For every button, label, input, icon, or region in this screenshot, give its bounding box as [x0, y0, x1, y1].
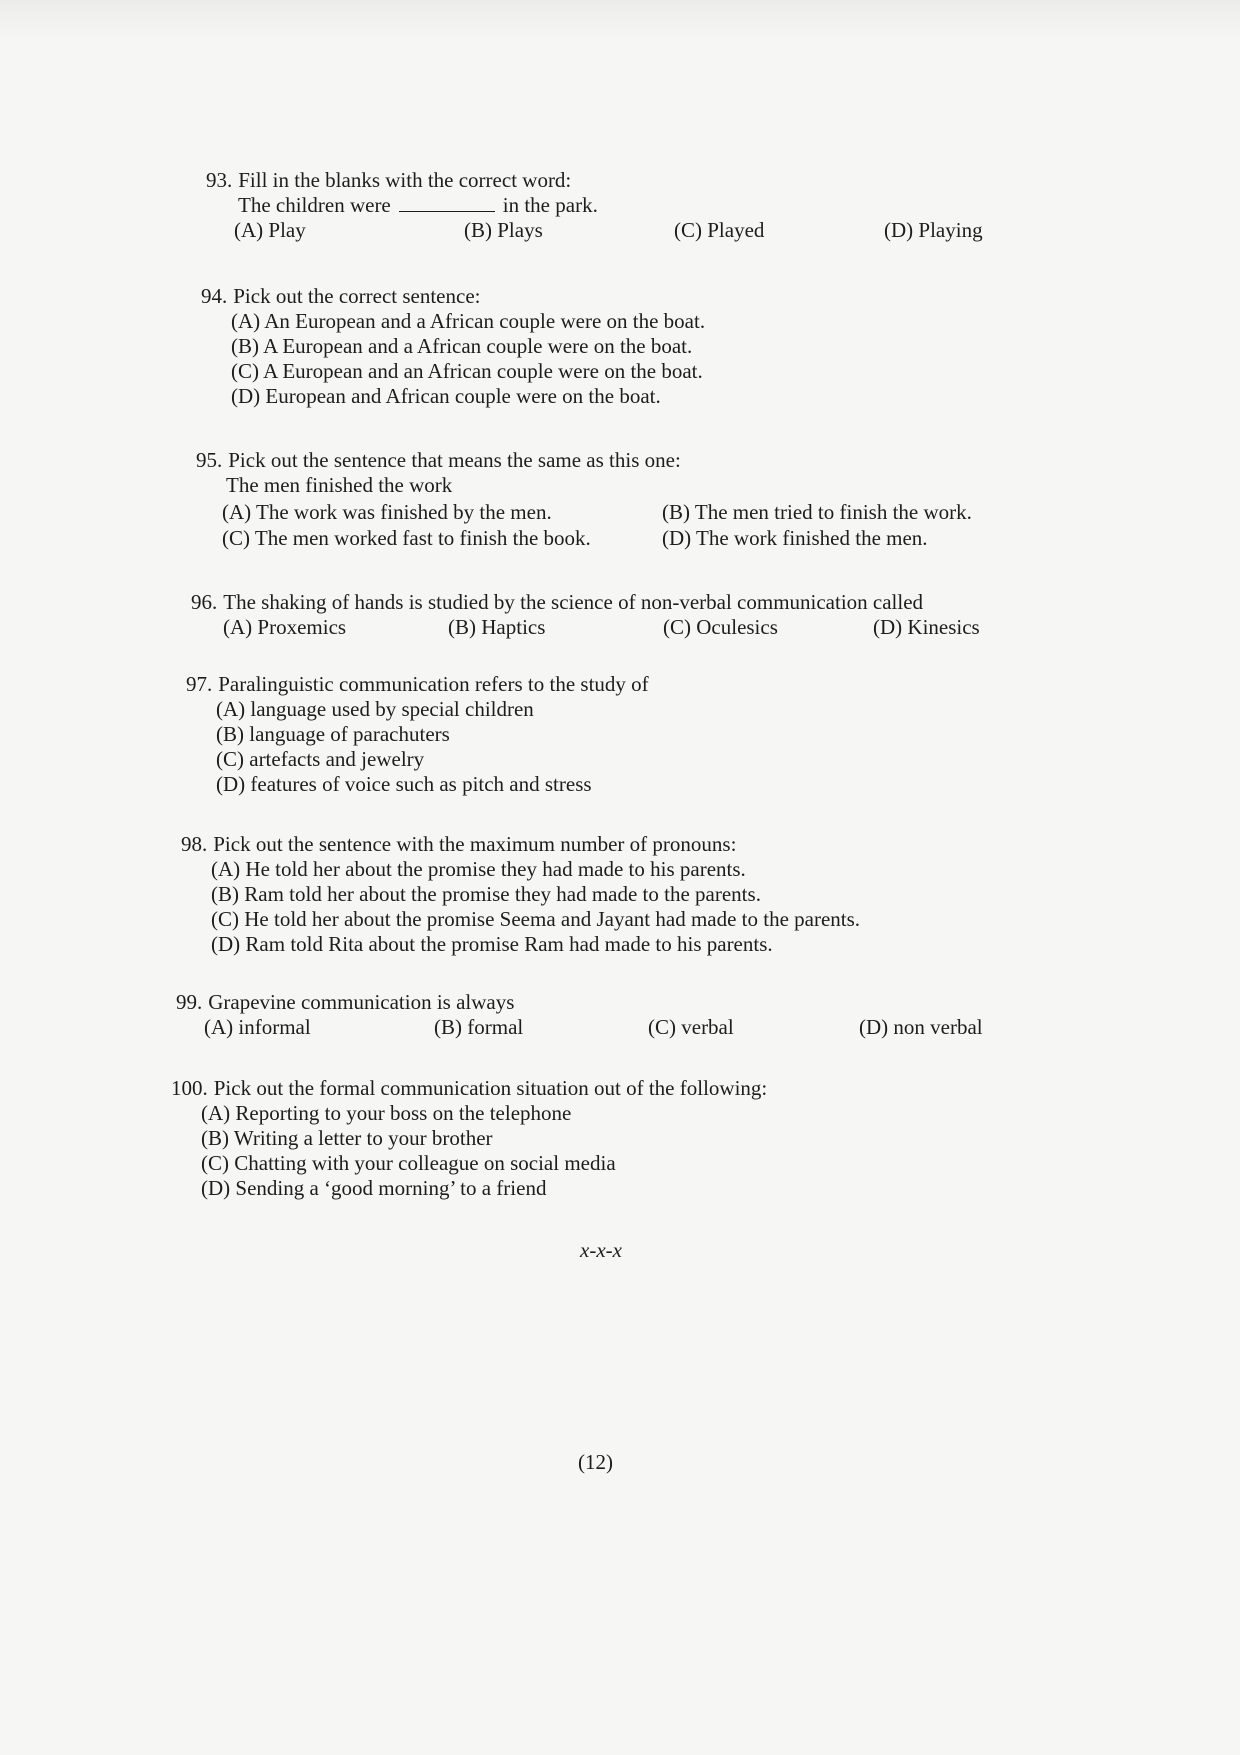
option-a: (A) He told her about the promise they had made to his parents.	[211, 857, 746, 881]
sentence-before-blank: The children were	[238, 193, 391, 217]
end-of-questions-mark: x-x-x	[580, 1238, 622, 1262]
question-text: Pick out the correct sentence:	[233, 284, 481, 308]
option-b: (B) A European and a African couple were on the boat.	[231, 334, 693, 358]
option-c: (C) artefacts and jewelry	[216, 747, 425, 771]
question-97-options	[186, 697, 1046, 797]
question-100-options	[171, 1101, 1071, 1201]
question-text: Fill in the blanks with the correct word:	[238, 168, 572, 192]
question-98	[181, 832, 1081, 957]
option-a: (A) Proxemics	[223, 615, 347, 639]
question-99-stem	[176, 990, 1076, 1015]
option-d: (D) European and African couple were on the boat.	[231, 384, 661, 408]
option-d: (D) Playing	[884, 218, 983, 242]
option-c: (C) The men worked fast to finish the book.	[222, 526, 591, 550]
question-96	[191, 590, 1091, 643]
option-a: (A) The work was finished by the men.	[222, 500, 552, 524]
question-text: Grapevine communication is always	[208, 990, 515, 1014]
question-93-stem	[206, 168, 1066, 193]
question-98-options	[181, 857, 1081, 957]
option-a: (A) An European and a African couple were on the boat.	[231, 309, 706, 333]
reference-sentence: The men finished the work	[226, 473, 453, 497]
question-number: 95.	[196, 448, 223, 472]
question-text: Pick out the sentence with the maximum number of pronouns:	[213, 832, 737, 856]
option-d: (D) features of voice such as pitch and stress	[216, 772, 592, 796]
question-number: 94.	[201, 284, 228, 308]
question-number: 93.	[206, 168, 233, 192]
question-number: 99.	[176, 990, 203, 1014]
option-d: (D) non verbal	[859, 1015, 983, 1039]
option-a: (A) Play	[234, 218, 306, 242]
option-d: (D) The work finished the men.	[662, 526, 928, 550]
question-98-stem	[181, 832, 1081, 857]
question-text: Pick out the formal communication situation out of the following:	[213, 1076, 768, 1100]
option-c: (C) He told her about the promise Seema and Jayant had made to the parents.	[211, 907, 861, 931]
question-96-stem	[191, 590, 1091, 615]
question-number: 98.	[181, 832, 208, 856]
option-b: (B) The men tried to finish the work.	[662, 500, 972, 524]
question-95-stem	[196, 448, 1076, 473]
option-a: (A) Reporting to your boss on the telephone	[201, 1101, 572, 1125]
option-b: (B) formal	[434, 1015, 524, 1039]
question-text: The shaking of hands is studied by the science of non-verbal communication called	[223, 590, 924, 614]
page-number: (12)	[578, 1450, 613, 1474]
question-99-options	[204, 1015, 1076, 1043]
question-text: Paralinguistic communication refers to the study of	[218, 672, 649, 696]
option-a: (A) language used by special children	[216, 697, 534, 721]
question-95-sentence	[196, 473, 1076, 498]
question-text: Pick out the sentence that means the same as this one:	[228, 448, 681, 472]
option-c: (C) verbal	[648, 1015, 734, 1039]
question-number: 97.	[186, 672, 213, 696]
question-93-sentence	[206, 193, 1066, 218]
option-b: (B) language of parachuters	[216, 722, 450, 746]
question-93-options	[234, 218, 1066, 246]
option-b: (B) Ram told her about the promise they had made to the parents.	[211, 882, 761, 906]
question-100-stem	[171, 1076, 1071, 1101]
question-number: 96.	[191, 590, 218, 614]
option-a: (A) informal	[204, 1015, 311, 1039]
question-100	[171, 1076, 1071, 1201]
sentence-after-blank: in the park.	[502, 193, 598, 217]
option-c: (C) A European and an African couple were on the boat.	[231, 359, 703, 383]
option-b: (B) Writing a letter to your brother	[201, 1126, 493, 1150]
option-b: (B) Plays	[464, 218, 543, 242]
question-97	[186, 672, 1046, 797]
option-d: (D) Ram told Rita about the promise Ram had made to his parents.	[211, 932, 773, 956]
option-b: (B) Haptics	[448, 615, 546, 639]
option-d: (D) Kinesics	[873, 615, 980, 639]
question-96-options	[223, 615, 1091, 643]
question-97-stem	[186, 672, 1046, 697]
question-94-options	[201, 309, 1061, 409]
option-c: (C) Chatting with your colleague on social media	[201, 1151, 616, 1175]
question-93	[206, 168, 1066, 246]
question-95-options	[222, 500, 1076, 554]
question-number: 100.	[171, 1076, 208, 1100]
question-94	[201, 284, 1061, 409]
question-94-stem	[201, 284, 1061, 309]
option-c: (C) Played	[674, 218, 765, 242]
question-99	[176, 990, 1076, 1043]
option-d: (D) Sending a ‘good morning’ to a friend	[201, 1176, 547, 1200]
option-c: (C) Oculesics	[663, 615, 778, 639]
question-95	[196, 448, 1076, 554]
fill-blank	[399, 211, 495, 212]
